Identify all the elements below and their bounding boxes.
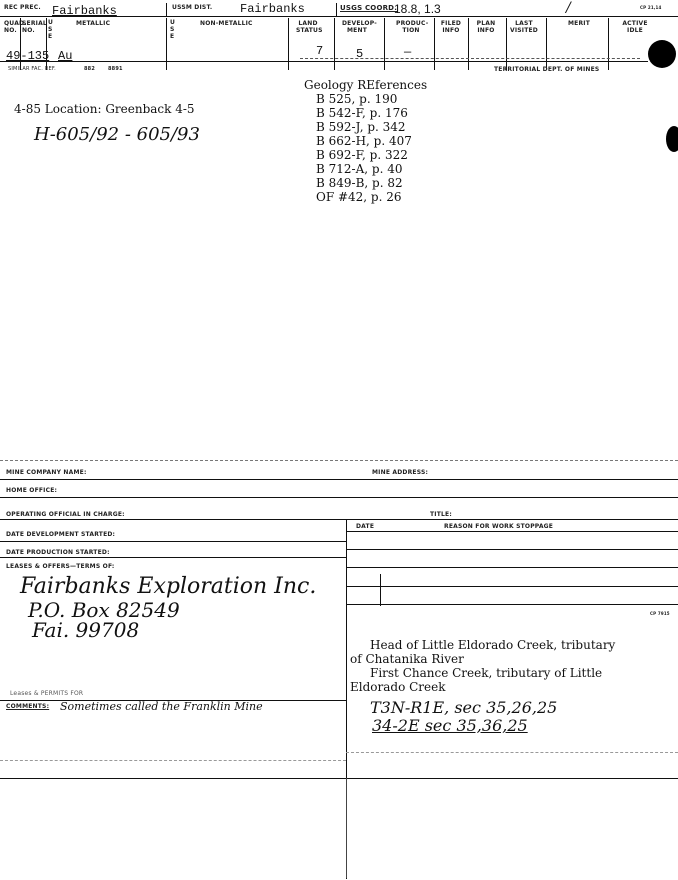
geology-ref: OF #42, p. 26 bbox=[316, 190, 402, 204]
title-label: TITLE: bbox=[430, 511, 452, 518]
col-s: S bbox=[48, 26, 53, 33]
col-e2: E bbox=[170, 33, 175, 40]
date-production-label: DATE PRODUCTION STARTED: bbox=[6, 549, 110, 556]
col-plan-info: PLAN INFO bbox=[476, 20, 496, 34]
right-hand-1: T3N-R1E, sec 35,26,25 bbox=[370, 698, 558, 717]
col-land-status: LAND STATUS bbox=[296, 20, 323, 34]
geology-ref: B 662-H, p. 407 bbox=[316, 134, 412, 148]
geology-ref: B 849-B, p. 82 bbox=[316, 176, 403, 190]
similar-ref-num2: 8891 bbox=[108, 66, 123, 72]
small-code: CP 7915 bbox=[650, 611, 670, 616]
comments-handwritten: Sometimes called the Franklin Mine bbox=[60, 700, 263, 713]
col-filed-info: FILED INFO bbox=[440, 20, 462, 34]
geology-ref: B 712-A, p. 40 bbox=[316, 162, 403, 176]
mine-company-name-label: MINE COMPANY NAME: bbox=[6, 469, 87, 476]
col-merit: MERIT bbox=[568, 20, 591, 27]
col-production: PRODUC-TION bbox=[396, 20, 429, 34]
right-hand-2: 34-2E sec 35,36,25 bbox=[372, 716, 528, 735]
col-active-idle: ACTIVE IDLE bbox=[622, 20, 648, 34]
col-development: DEVELOP-MENT bbox=[342, 20, 377, 34]
reason-label: REASON FOR WORK STOPPAGE bbox=[444, 523, 554, 530]
leases-hand-line3: Fai. 99708 bbox=[32, 618, 140, 642]
mine-address-label: MINE ADDRESS: bbox=[372, 469, 429, 476]
location-handwritten: H-605/92 - 605/93 bbox=[34, 124, 200, 145]
location-line: 4-85 Location: Greenback 4-5 bbox=[14, 102, 195, 116]
ussm-dist-label: USSM DIST. bbox=[172, 4, 213, 11]
col-metallic: METALLIC bbox=[76, 20, 111, 27]
right-note-1: Head of Little Eldorado Creek, tributary bbox=[370, 638, 616, 652]
comments-label: COMMENTS: bbox=[6, 703, 50, 710]
col-u: U bbox=[48, 19, 54, 26]
col-serial-no: SERIAL NO. bbox=[22, 20, 47, 34]
operating-official-label: OPERATING OFFICIAL IN CHARGE: bbox=[6, 511, 125, 518]
commodity-value: Au bbox=[58, 49, 73, 63]
geology-title: Geology REferences bbox=[304, 78, 428, 92]
col-u2: U bbox=[170, 19, 176, 26]
territorial-dept: TERRITORIAL DEPT. OF MINES bbox=[494, 66, 600, 73]
slash-mark: / bbox=[566, 0, 571, 16]
rec-prec-value: Fairbanks bbox=[52, 4, 117, 18]
geology-ref: B 592-J, p. 342 bbox=[316, 120, 406, 134]
similar-ref-num1: 882 bbox=[84, 66, 96, 72]
punch-hole-side bbox=[666, 126, 678, 152]
similar-ref-label: SIMILAR FAC. REF. bbox=[8, 66, 56, 72]
land-status-value: 7 bbox=[316, 44, 324, 58]
date-development-label: DATE DEVELOPMENT STARTED: bbox=[6, 531, 116, 538]
home-office-label: HOME OFFICE: bbox=[6, 487, 58, 494]
date-label: DATE bbox=[356, 523, 375, 530]
ussm-dist-value: Fairbanks bbox=[240, 2, 305, 16]
development-value: 5 bbox=[356, 47, 364, 61]
geology-ref: B 542-F, p. 176 bbox=[316, 106, 408, 120]
col-quad-no: QUAD. NO. bbox=[4, 20, 27, 34]
col-s2: S bbox=[170, 26, 175, 33]
col-non-metallic: NON-METALLIC bbox=[200, 20, 253, 27]
usgs-coord-label: USGS COORD. bbox=[340, 4, 398, 12]
right-note-2: of Chatanika River bbox=[350, 652, 464, 666]
production-value: — bbox=[404, 45, 412, 59]
geology-list bbox=[316, 92, 412, 204]
punch-hole-top bbox=[648, 40, 676, 68]
rec-prec-label: REC PREC. bbox=[4, 4, 41, 11]
geology-ref: B 525, p. 190 bbox=[316, 92, 398, 106]
right-note-4: Eldorado Creek bbox=[350, 680, 446, 694]
leases-hand-line2: P.O. Box 82549 bbox=[28, 598, 180, 622]
leases-label: LEASES & OFFERS—TERMS OF: bbox=[6, 563, 115, 570]
card-number: CP 21,14 bbox=[640, 5, 662, 10]
col-e: E bbox=[48, 33, 53, 40]
comments-above: Leases & PERMITS FOR bbox=[10, 690, 84, 697]
leases-hand-line1: Fairbanks Exploration Inc. bbox=[20, 574, 317, 599]
right-note-3: First Chance Creek, tributary of Little bbox=[370, 666, 603, 680]
col-last-visited: LAST VISITED bbox=[509, 20, 538, 34]
quad-value: 49-135 bbox=[6, 49, 50, 63]
usgs-coord-value: 18.8, 1.3 bbox=[394, 2, 441, 16]
geology-ref: B 692-F, p. 322 bbox=[316, 148, 408, 162]
